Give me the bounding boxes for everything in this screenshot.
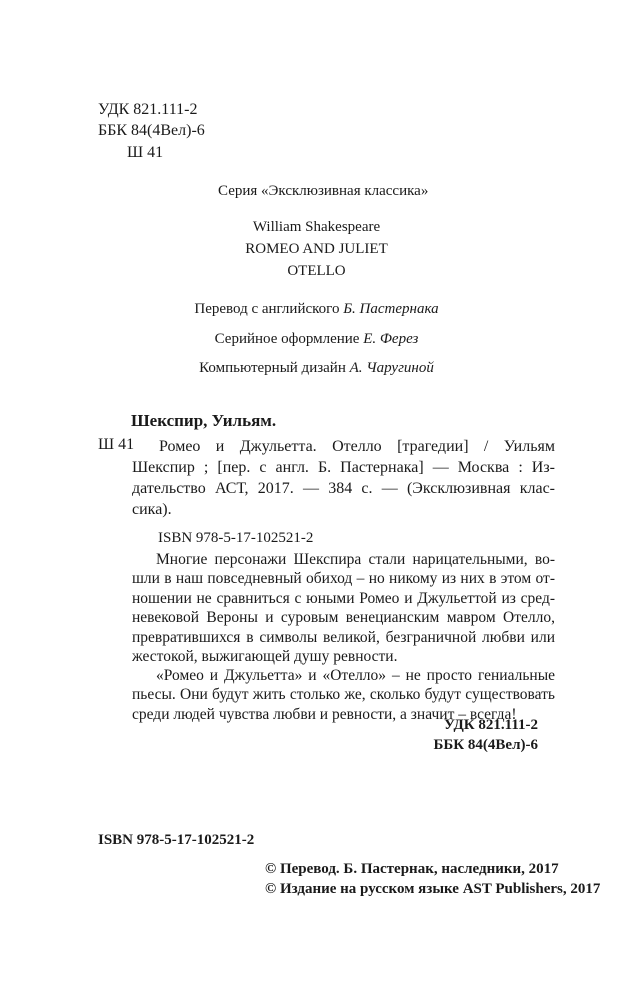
series-name: Серия «Эксклюзивная классика» <box>218 183 429 199</box>
series-design-label: Серийное оформление <box>214 331 360 347</box>
description-line: Шекспир ; [пер. с англ. Б. Пастернака] — Москва : Из- <box>132 459 555 476</box>
computer-design-label: Компьютерный дизайн <box>199 360 346 376</box>
catalog-description-cont <box>132 457 555 520</box>
catalog-bbk-bold: ББК 84(4Вел)-6 <box>433 737 538 753</box>
catalog-udk-bold: УДК 821.111-2 <box>443 717 538 733</box>
original-author: William Shakespeare <box>252 219 381 235</box>
series-design-credit <box>0 330 633 348</box>
description-line: сика). <box>132 501 172 518</box>
copyright-edition: © Издание на русском языке AST Publishers, 2017 <box>265 881 601 897</box>
annotation-line: невековой Вероны и суровым венецианским мавром Отелло, <box>132 609 555 627</box>
original-title-2: OTELLO <box>287 263 346 279</box>
annotation-line: «Ромео и Джульетта» и «Отелло» – не просто гениальные <box>156 667 555 684</box>
annotation-line: пьесы. Они будут жить столько же, сколько будут существовать <box>132 686 555 704</box>
annotation-paragraph-1 <box>132 550 555 666</box>
computer-designer-name: А. Чаругиной <box>349 360 434 376</box>
translator-name: Б. Пастернака <box>343 301 439 317</box>
footer-isbn: ISBN 978-5-17-102521-2 <box>98 832 255 848</box>
catalog-isbn: ISBN 978-5-17-102521-2 <box>158 530 314 546</box>
annotation-line: среди людей чувства любви и ревности, а значит – всегда! <box>132 705 517 723</box>
annotation-line: жестокой, выжигающей душу ревности. <box>132 648 398 666</box>
catalog-heading: Шекспир, Уильям. <box>131 411 277 430</box>
computer-design-credit <box>0 359 633 377</box>
annotation-line: ношении не сравниться с юными Ромео и Джульеттой из сред- <box>132 589 555 607</box>
author-mark: Ш 41 <box>127 144 164 161</box>
bbk-code: ББК 84(4Вел)-6 <box>98 122 205 139</box>
translation-credit <box>0 300 633 318</box>
description-line: Ромео и Джульетта. Отелло [трагедии] / Уильям <box>159 438 555 455</box>
copyright-translation: © Перевод. Б. Пастернак, наследники, 2017 <box>265 861 559 877</box>
series-designer-name: Е. Ферез <box>363 331 419 347</box>
translation-label: Перевод с английского <box>194 301 340 317</box>
description-line: дательство АСТ, 2017. — 384 с. — (Эксклюзивная клас- <box>132 480 555 497</box>
catalog-mark: Ш 41 <box>98 436 135 453</box>
catalog-description <box>159 436 555 457</box>
annotation-line: шли в наш повседневный обиход – но никому из них в этом от- <box>132 570 555 588</box>
annotation-line: Многие персонажи Шекспира стали нарицательными, во- <box>156 551 555 568</box>
annotation-line: превратившихся в символы великой, безграничной любви или <box>132 628 555 646</box>
original-title-1: ROMEO AND JULIET <box>245 241 388 257</box>
udk-code: УДК 821.111-2 <box>98 101 198 118</box>
